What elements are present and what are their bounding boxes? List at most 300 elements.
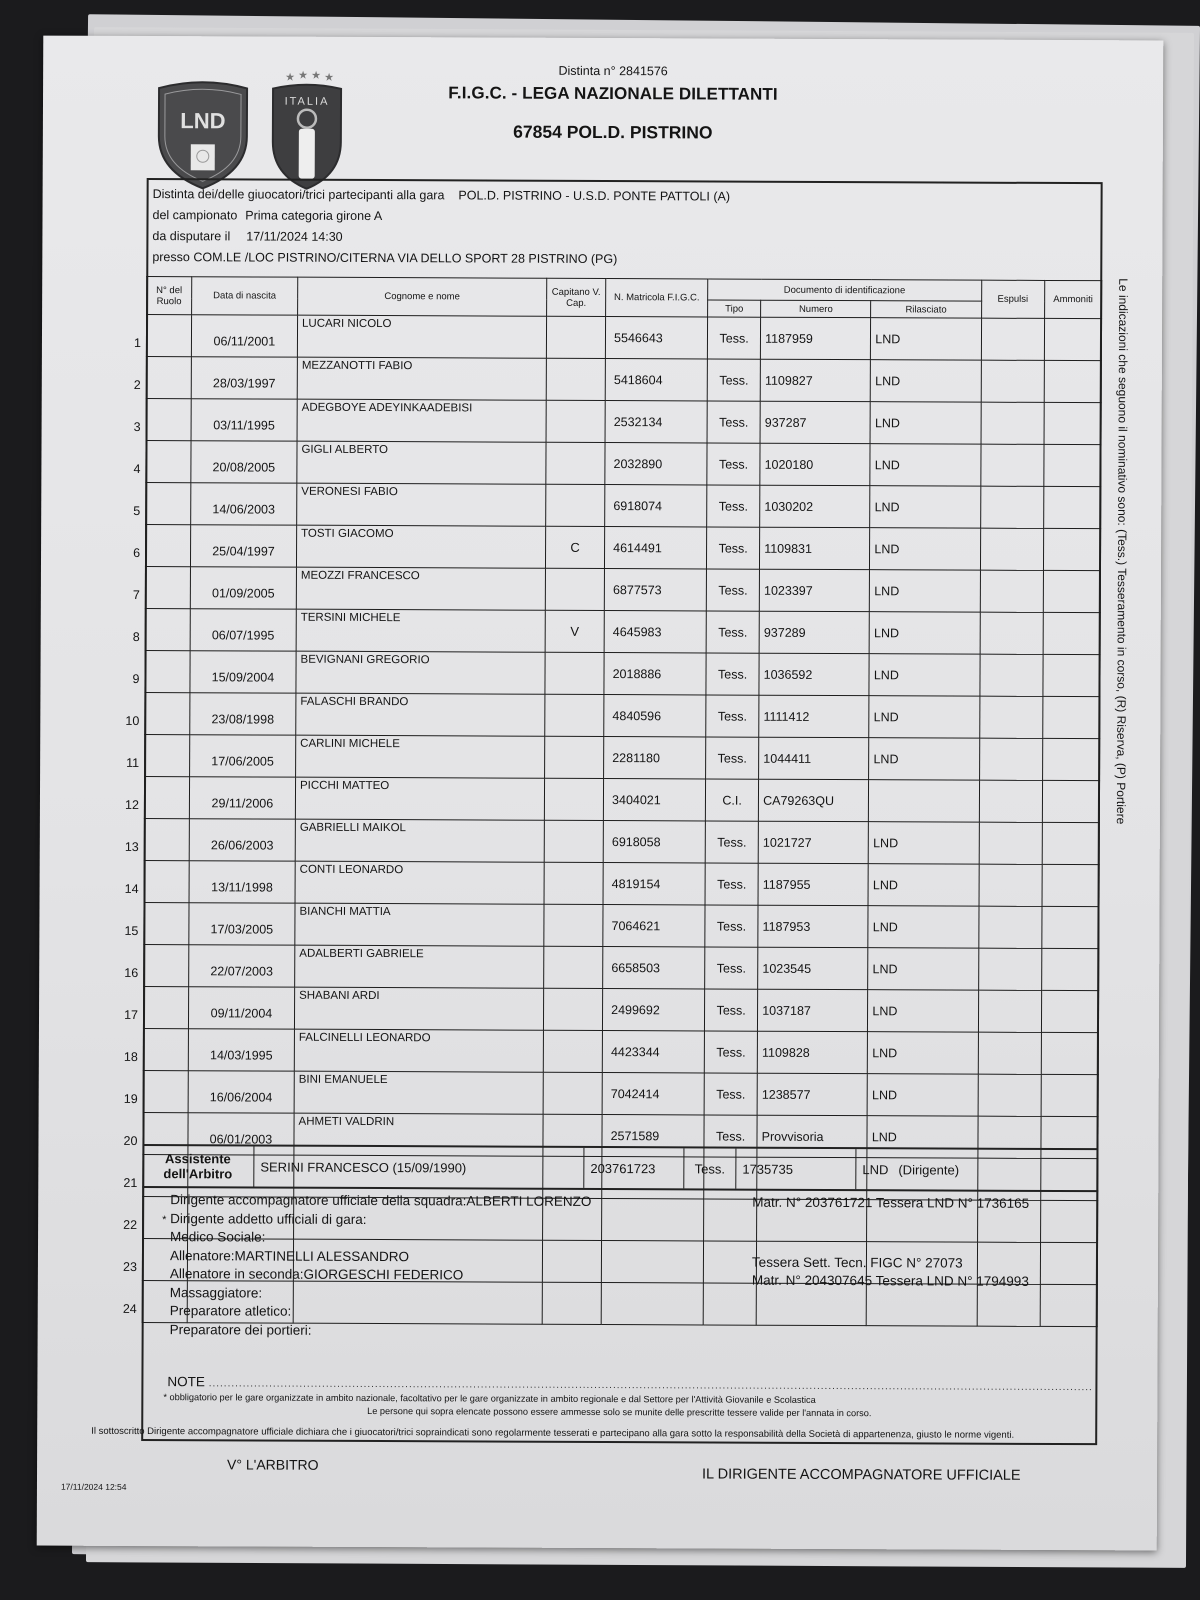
booked-cell (1044, 444, 1101, 486)
booked-cell (1042, 738, 1099, 780)
captain-cell (544, 736, 603, 778)
birth-date-cell: 06/11/2001 (191, 315, 297, 357)
captain-cell (545, 568, 604, 610)
captain-cell (545, 694, 604, 736)
player-name-cell: ADALBERTI GABRIELE (295, 945, 544, 988)
matricola-cell: 3404021 (603, 779, 705, 821)
birth-date-cell: 14/03/1995 (188, 1029, 294, 1071)
expelled-cell (980, 444, 1043, 486)
booked-cell (1044, 318, 1101, 360)
birth-date-cell: 06/01/2003 (188, 1113, 294, 1155)
distinta-number: Distinta n° 2841576 (558, 63, 668, 79)
captain-cell (546, 400, 605, 442)
row-number-cell (133, 357, 191, 399)
row-number-cell (124, 819, 189, 861)
booked-cell (1043, 528, 1100, 570)
booked-cell (1041, 990, 1098, 1032)
booked-cell (1043, 654, 1100, 696)
player-name-cell: MEZZANOTTI FABIO (297, 357, 546, 400)
player-name-cell: BINI EMANUELE (294, 1071, 543, 1114)
referee-signature-label: V° L'ARBITRO (227, 1456, 319, 1473)
doc-type-cell: Tess. (705, 947, 758, 989)
doc-number-cell: 1187959 (761, 317, 871, 359)
row-number: 13 (124, 839, 139, 854)
table-row (146, 441, 1101, 487)
svg-text:ITALIA: ITALIA (284, 95, 330, 108)
row-number-cell (125, 777, 189, 819)
doc-type-cell: Tess. (705, 821, 758, 863)
staff-dirigente-ids: Matr. N° 203761721 Tessera LND N° 1736165 (752, 1194, 1030, 1211)
expelled-cell (981, 402, 1044, 444)
assistant-issuer: LND (862, 1161, 889, 1177)
doc-type-cell: Tess. (707, 527, 760, 569)
issued-by-cell: LND (869, 696, 979, 738)
row-number-cell (124, 903, 189, 945)
staff-portieri: Preparatore dei portieri: (169, 1321, 312, 1338)
captain-cell (544, 946, 603, 988)
assistant-name: SERINI FRANCESCO (15/09/1990) (254, 1146, 584, 1187)
expelled-cell (978, 990, 1041, 1032)
doc-type-cell: Tess. (707, 359, 760, 401)
staff-section (162, 1191, 1081, 1343)
row-number: 6 (133, 545, 141, 560)
league-title: F.I.G.C. - LEGA NAZIONALE DILETTANTI (448, 83, 778, 104)
booked-cell (1042, 780, 1099, 822)
player-name-cell: FALCINELLI LEONARDO (294, 1029, 543, 1072)
doc-number-cell: 1037187 (758, 989, 868, 1031)
assistant-matricola: 203761723 (584, 1148, 684, 1188)
matricola-cell: 2532134 (605, 401, 707, 443)
doc-type-cell: Tess. (705, 863, 758, 905)
expelled-cell (980, 486, 1043, 528)
row-number-cell (132, 567, 190, 609)
row-number: 18 (123, 1049, 138, 1064)
birth-date-cell: 29/11/2006 (189, 777, 295, 819)
table-row (145, 735, 1100, 781)
matricola-cell: 6918058 (603, 821, 705, 863)
captain-cell (544, 904, 603, 946)
captain-cell: C (545, 526, 604, 568)
captain-cell (543, 1030, 602, 1072)
doc-number-cell: Provvisoria (757, 1115, 867, 1157)
player-name-cell: BIANCHI MATTIA (295, 903, 544, 946)
table-row (145, 651, 1100, 697)
row-number-cell (132, 651, 190, 693)
table-row (144, 861, 1099, 907)
row-number-cell (133, 525, 190, 567)
staff-dirigente: Dirigente accompagnatore ufficiale della squadra:ALBERTI LORENZO (170, 1192, 592, 1209)
row-number-cell (133, 315, 191, 357)
row-number: 2 (133, 377, 141, 392)
player-name-cell: CARLINI MICHELE (296, 735, 545, 778)
doc-type-cell: Tess. (706, 653, 759, 695)
footnote-obligatory: * obbligatorio per le gare organizzate in ambito nazionale, facoltativo per le gare organizzate in ambito regionale e dal Settore per l'Attività Giovanile e Scolastica (163, 1392, 816, 1405)
table-row (146, 315, 1101, 361)
booked-cell (1041, 948, 1098, 990)
assistant-rilasciato (856, 1149, 1098, 1190)
player-name-cell: LUCARI NICOLO (297, 315, 546, 358)
notes-label: NOTE (167, 1374, 205, 1390)
birth-date-cell: 28/03/1997 (191, 357, 297, 399)
championship-value: Prima categoria girone A (245, 208, 383, 224)
row-number: 5 (133, 503, 141, 518)
row-number-cell (132, 609, 190, 651)
table-row (145, 693, 1100, 739)
row-number: 17 (124, 1007, 139, 1022)
row-number: 15 (124, 923, 139, 938)
matricola-cell: 2032890 (605, 443, 707, 485)
doc-type-cell: Tess. (706, 737, 759, 779)
birth-date-cell: 15/09/2004 (190, 651, 296, 693)
issued-by-cell: LND (870, 486, 980, 528)
issued-by-cell: LND (869, 738, 979, 780)
svg-text:★: ★ (311, 69, 322, 82)
player-name-cell: CONTI LEONARDO (295, 861, 544, 904)
match-teams: POL.D. PISTRINO - U.S.D. PONTE PATTOLI (A) (458, 188, 731, 204)
row-number-cell (124, 987, 188, 1029)
row-number: 20 (123, 1133, 138, 1148)
distinta-document (37, 36, 1164, 1551)
expelled-cell (980, 612, 1043, 654)
header-name: Cognome e nome (298, 277, 547, 316)
booked-cell (1043, 486, 1100, 528)
booked-cell (1041, 1032, 1098, 1074)
row-number: 8 (132, 629, 140, 644)
expelled-cell (978, 948, 1041, 990)
player-name-cell: ADEGBOYE ADEYINKAADEBISI (297, 399, 546, 442)
table-row (145, 525, 1100, 571)
row-number: 11 (126, 755, 140, 770)
svg-text:★: ★ (298, 69, 309, 82)
side-legend-note: Le indicazioni che seguono il nominativo sono: (Tess.) Tesseramento in corso, (R) Riserva, (P) Portiere (1113, 278, 1131, 825)
staff-preparatore: Preparatore atletico: (169, 1303, 292, 1319)
birth-date-cell: 22/07/2003 (189, 945, 295, 987)
player-name-cell: GABRIELLI MAIKOL (295, 819, 544, 862)
table-row (144, 777, 1099, 823)
player-name-cell: BEVIGNANI GREGORIO (296, 651, 545, 694)
expelled-cell (980, 570, 1043, 612)
issued-by-cell: LND (868, 1032, 978, 1074)
row-number: 19 (123, 1091, 138, 1106)
table-row (146, 483, 1101, 529)
birth-date-cell: 01/09/2005 (190, 567, 296, 609)
doc-number-cell: 937287 (760, 401, 870, 443)
header-rilasciato: Rilasciato (871, 301, 981, 318)
row-number: 4 (133, 461, 141, 476)
player-name-cell: PICCHI MATTEO (295, 777, 544, 820)
row-number-cell (124, 945, 189, 987)
birth-date-cell: 25/04/1997 (190, 525, 296, 567)
doc-number-cell: 1020180 (760, 443, 870, 485)
italia-logo-icon (273, 70, 342, 189)
assistant-tipo: Tess. (684, 1148, 736, 1188)
date-label: da disputare il (152, 229, 231, 244)
header-matricola: N. Matricola F.I.G.C. (606, 279, 708, 317)
matricola-cell: 5546643 (605, 317, 707, 359)
doc-number-cell: 1111412 (759, 695, 869, 737)
expelled-cell (979, 738, 1042, 780)
expelled-cell (979, 780, 1042, 822)
booked-cell (1043, 696, 1100, 738)
expelled-cell (978, 906, 1041, 948)
header-numero: Numero (761, 300, 871, 317)
table-row (143, 1071, 1098, 1117)
issued-by-cell: LND (869, 822, 979, 864)
row-number-cell (124, 861, 189, 903)
row-number-cell (126, 735, 190, 777)
matricola-cell: 5418604 (605, 359, 707, 401)
row-number: 12 (125, 797, 139, 812)
booked-cell (1042, 906, 1099, 948)
official-signature-label: IL DIRIGENTE ACCOMPAGNATORE UFFICIALE (701, 1466, 1021, 1484)
captain-cell (545, 652, 604, 694)
assistant-numero: 1735735 (736, 1149, 856, 1190)
row-number: 9 (132, 671, 140, 686)
svg-text:LND: LND (180, 108, 226, 134)
doc-type-cell: Tess. (707, 401, 760, 443)
doc-number-cell: 1030202 (760, 485, 870, 527)
table-row (144, 819, 1099, 865)
assistant-label: Assistente dell'Arbitro (142, 1146, 254, 1186)
doc-type-cell: Tess. (705, 905, 758, 947)
row-number: 21 (123, 1175, 138, 1190)
matricola-cell: 7042414 (602, 1073, 704, 1115)
doc-number-cell: 1044411 (759, 737, 869, 779)
staff-allenatore-ids: Tessera Sett. Tecn. FIGC N° 27073 (751, 1254, 963, 1271)
header-birth: Data di nascita (191, 277, 297, 315)
doc-type-cell: Tess. (704, 1115, 757, 1157)
row-number: 23 (122, 1259, 137, 1274)
birth-date-cell: 26/06/2003 (189, 819, 295, 861)
staff-vice-ids: Matr. N° 204307645 Tessera LND N° 1794993 (751, 1272, 1029, 1289)
issued-by-cell: LND (868, 906, 978, 948)
doc-type-cell: Tess. (707, 485, 760, 527)
captain-cell (544, 820, 603, 862)
birth-date-cell: 13/11/1998 (189, 861, 295, 903)
matricola-cell: 6877573 (604, 569, 706, 611)
issued-by-cell: LND (868, 948, 978, 990)
row-number: 1 (133, 335, 141, 350)
issued-by-cell: LND (870, 570, 980, 612)
booked-cell (1044, 360, 1101, 402)
issued-by-cell: LND (870, 444, 980, 486)
date-value: 17/11/2024 14:30 (246, 229, 343, 244)
booked-cell (1043, 570, 1100, 612)
row-number-cell (133, 399, 191, 441)
birth-date-cell: 03/11/1995 (191, 399, 297, 441)
matricola-cell: 2018886 (604, 653, 706, 695)
captain-cell (544, 862, 603, 904)
matricola-cell: 2571589 (602, 1115, 704, 1157)
doc-number-cell: 1109831 (760, 527, 870, 569)
table-row (145, 609, 1100, 655)
issued-by-cell: LND (869, 612, 979, 654)
header-ruolo: N° del Ruolo (147, 277, 192, 315)
player-name-cell: TOSTI GIACOMO (296, 525, 545, 568)
matricola-cell: 4614491 (605, 527, 707, 569)
row-number-cell (133, 483, 191, 525)
row-number: 3 (133, 419, 141, 434)
table-row (143, 987, 1098, 1033)
table-row (146, 357, 1101, 403)
captain-cell (543, 1072, 602, 1114)
expelled-cell (979, 654, 1042, 696)
doc-number-cell: 1109828 (757, 1031, 867, 1073)
doc-type-cell: Tess. (706, 611, 759, 653)
booked-cell (1043, 612, 1100, 654)
doc-number-cell: 1021727 (758, 821, 868, 863)
doc-number-cell: 1187953 (758, 905, 868, 947)
row-number: 22 (123, 1217, 138, 1232)
doc-type-cell: Tess. (707, 443, 760, 485)
captain-cell (546, 442, 605, 484)
doc-number-cell: 1109827 (760, 359, 870, 401)
table-row (145, 567, 1100, 613)
staff-massaggiatore: Massaggiatore: (169, 1284, 263, 1301)
matricola-cell: 6658503 (603, 947, 705, 989)
issued-by-cell: LND (868, 990, 978, 1032)
staff-vice: Allenatore in seconda:GIORGESCHI FEDERICO (169, 1266, 464, 1283)
doc-number-cell: 1187955 (758, 863, 868, 905)
captain-cell (543, 988, 602, 1030)
birth-date-cell: 14/06/2003 (191, 483, 297, 525)
doc-type-cell: Tess. (708, 317, 761, 359)
table-row (146, 399, 1101, 445)
birth-date-cell: 17/03/2005 (189, 903, 295, 945)
referee-assistant-row (142, 1144, 1098, 1192)
player-name-cell: VERONESI FABIO (297, 483, 546, 526)
row-number: 7 (132, 587, 140, 602)
booked-cell (1041, 1074, 1098, 1116)
assistant-role: (Dirigente) (898, 1161, 960, 1178)
captain-cell (544, 778, 603, 820)
doc-number-cell: 1036592 (759, 653, 869, 695)
row-number: 16 (124, 965, 139, 980)
birth-date-cell: 09/11/2004 (188, 987, 294, 1029)
player-name-cell: MEOZZI FRANCESCO (296, 567, 545, 610)
document-header (393, 63, 833, 144)
expelled-cell (978, 1074, 1041, 1116)
footnote-tessere: Le persone qui sopra elencate possono essere ammesse solo se munite delle prescritte tessere valide per l'annata in corso. (367, 1405, 872, 1419)
matricola-cell: 2499692 (603, 989, 705, 1031)
svg-text:★: ★ (324, 71, 335, 84)
issued-by-cell: LND (868, 864, 978, 906)
captain-cell (546, 484, 605, 526)
birth-date-cell: 16/06/2004 (188, 1071, 294, 1113)
expelled-cell (980, 528, 1043, 570)
championship-label: del campionato (152, 208, 238, 223)
booked-cell (1044, 402, 1101, 444)
match-info (152, 184, 1092, 272)
expelled-cell (981, 360, 1044, 402)
birth-date-cell: 23/08/1998 (190, 693, 296, 735)
expelled-cell (979, 696, 1042, 738)
row-number-cell (123, 1029, 188, 1071)
expelled-cell (979, 864, 1042, 906)
declaration-text: Il sottoscritto Dirigente accompagnatore ufficiale dichiara che i giuocatori/trici sopraindicati sono regolarmente tesserati e partecipano alla gara sotto la responsabilità della Società di appartenenza, giusto le norme vigenti. (91, 1425, 1015, 1441)
expelled-cell (981, 318, 1044, 360)
header-tipo: Tipo (708, 300, 761, 317)
club-title: 67854 POL.D. PISTRINO (513, 121, 713, 143)
matricola-cell: 7064621 (603, 905, 705, 947)
asterisk-icon: * (162, 1213, 167, 1226)
header-espulsi: Espulsi (981, 280, 1044, 318)
staff-addetto: Dirigente addetto ufficiali di gara: (170, 1210, 367, 1227)
player-name-cell: AHMETI VALDRIN (294, 1113, 543, 1156)
row-number-cell (133, 441, 191, 483)
player-name-cell: SHABANI ARDI (294, 987, 543, 1030)
booked-cell (1042, 864, 1099, 906)
issued-by-cell: LND (871, 318, 981, 360)
table-row (144, 903, 1099, 949)
matricola-cell: 4645983 (604, 611, 706, 653)
table-row (143, 1029, 1098, 1075)
matricola-cell: 6918074 (605, 485, 707, 527)
booked-cell (1042, 822, 1099, 864)
issued-by-cell: LND (870, 402, 980, 444)
issued-by-cell: LND (867, 1074, 977, 1116)
doc-number-cell: CA79263QU (759, 779, 869, 821)
doc-number-cell: 1023545 (758, 947, 868, 989)
match-label: Distinta dei/delle giuocatori/trici partecipanti alla gara (152, 187, 445, 203)
row-number: 10 (125, 713, 140, 728)
doc-type-cell: Tess. (706, 569, 759, 611)
birth-date-cell: 20/08/2005 (191, 441, 297, 483)
doc-type-cell: Tess. (704, 1073, 757, 1115)
logos (155, 66, 346, 192)
expelled-cell (978, 1032, 1041, 1074)
doc-number-cell: 937289 (759, 611, 869, 653)
issued-by-cell: LND (867, 1116, 977, 1158)
issued-by-cell (869, 780, 979, 822)
notes-dotted-line: .......................................................................................................................................................................................................................................... (208, 1378, 1093, 1394)
venue-value: COM.LE /LOC PISTRINO/CITERNA VIA DELLO SPORT 28 PISTRINO (PG) (193, 250, 618, 267)
captain-cell (546, 358, 605, 400)
row-number-cell (123, 1071, 188, 1113)
header-captain: Capitano V. Cap. (547, 278, 606, 316)
venue-label: presso (152, 250, 190, 265)
row-number-cell (125, 693, 190, 735)
player-name-cell: FALASCHI BRANDO (296, 693, 545, 736)
staff-allenatore: Allenatore:MARTINELLI ALESSANDRO (169, 1247, 410, 1264)
matricola-cell: 4840596 (604, 695, 706, 737)
doc-number-cell: 1238577 (757, 1073, 867, 1115)
print-timestamp: 17/11/2024 12:54 (60, 1481, 127, 1492)
table-row (144, 945, 1099, 991)
header-ammoniti: Ammoniti (1044, 280, 1101, 318)
player-name-cell: TERSINI MICHELE (296, 609, 545, 652)
issued-by-cell: LND (869, 654, 979, 696)
doc-number-cell: 1023397 (759, 569, 869, 611)
doc-type-cell: Tess. (706, 695, 759, 737)
issued-by-cell: LND (870, 528, 980, 570)
header-document: Documento di identificazione (708, 279, 982, 301)
row-number: 14 (124, 881, 139, 896)
matricola-cell: 4423344 (602, 1031, 704, 1073)
staff-medico: Medico Sociale: (170, 1229, 266, 1245)
birth-date-cell: 17/06/2005 (189, 735, 295, 777)
svg-text:★: ★ (285, 71, 296, 84)
matricola-cell: 2281180 (604, 737, 706, 779)
captain-cell: V (545, 610, 604, 652)
doc-type-cell: Tess. (704, 1031, 757, 1073)
player-name-cell: GIGLI ALBERTO (297, 441, 546, 484)
lnd-logo-icon (159, 82, 247, 188)
expelled-cell (979, 822, 1042, 864)
matricola-cell: 4819154 (603, 863, 705, 905)
birth-date-cell: 06/07/1995 (190, 609, 296, 651)
issued-by-cell: LND (871, 360, 981, 402)
